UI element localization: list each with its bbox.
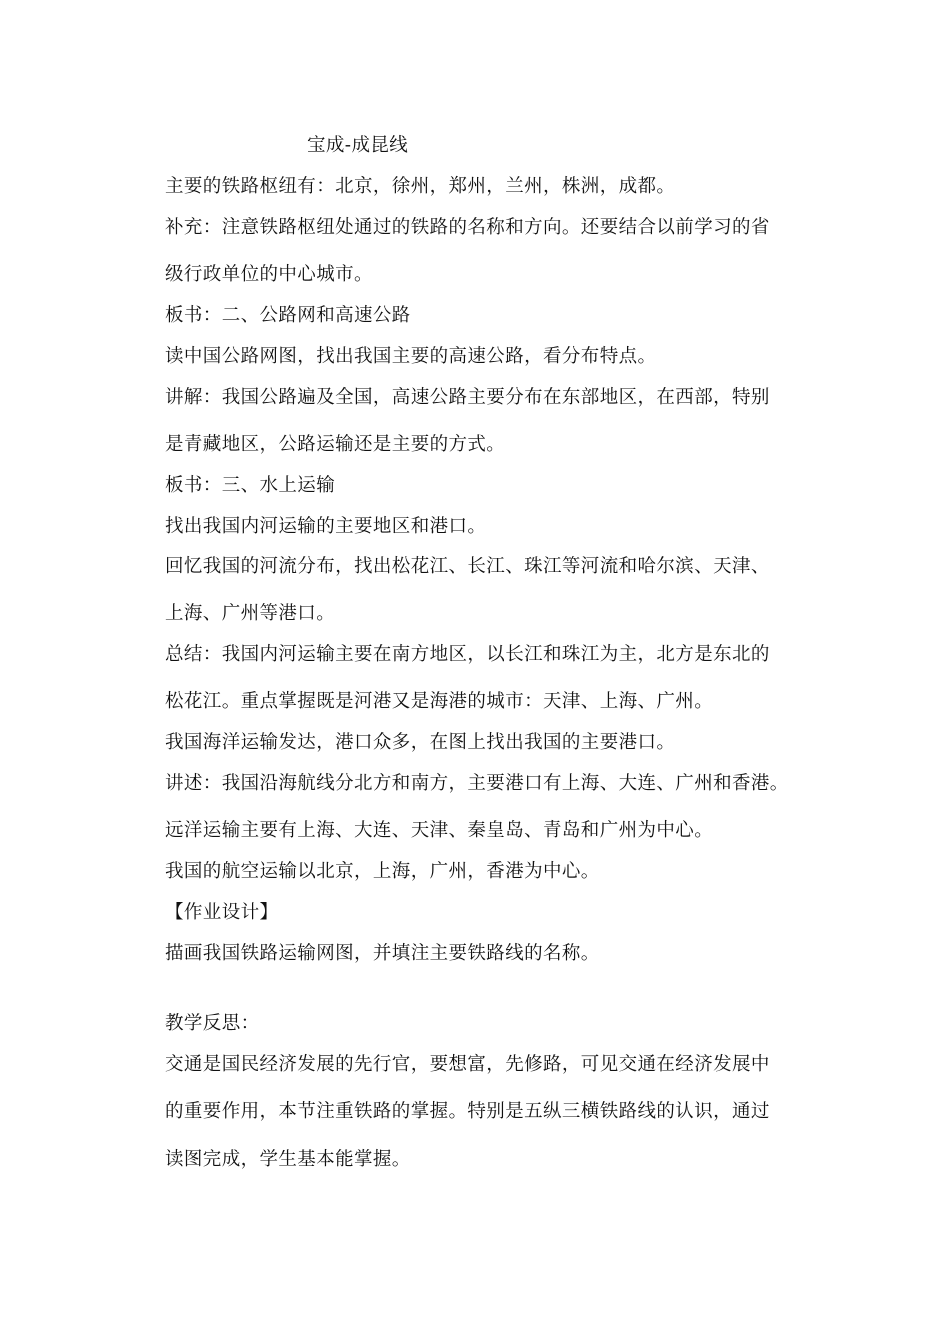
railway-line-heading: 宝成-成昆线	[307, 135, 409, 156]
text-line: 读中国公路网图，找出我国主要的高速公路，看分布特点。	[165, 346, 657, 367]
text-line: 描画我国铁路运输网图，并填注主要铁路线的名称。	[165, 943, 600, 964]
text-line: 找出我国内河运输的主要地区和港口。	[165, 516, 487, 537]
text-line: 是青藏地区，公路运输还是主要的方式。	[165, 434, 506, 455]
text-line: 我国海洋运输发达，港口众多，在图上找出我国的主要港口。	[165, 732, 676, 753]
section-heading: 板书：三、水上运输	[165, 475, 336, 496]
text-line: 的重要作用，本节注重铁路的掌握。特别是五纵三横铁路线的认识，通过	[165, 1101, 770, 1122]
text-line: 讲述：我国沿海航线分北方和南方，主要港口有上海、大连、广州和香港。	[165, 773, 789, 794]
text-line: 远洋运输主要有上海、大连、天津、秦皇岛、青岛和广州为中心。	[165, 820, 714, 841]
text-line: 松花江。重点掌握既是河港又是海港的城市：天津、上海、广州。	[165, 691, 714, 712]
text-line: 讲解：我国公路遍及全国，高速公路主要分布在东部地区，在西部，特别	[165, 387, 770, 408]
text-line: 上海、广州等港口。	[165, 603, 336, 624]
text-line: 我国的航空运输以北京，上海，广州，香港为中心。	[165, 861, 600, 882]
text-line: 交通是国民经济发展的先行官，要想富，先修路，可见交通在经济发展中	[165, 1054, 770, 1075]
section-heading: 板书：二、公路网和高速公路	[165, 305, 411, 326]
text-line: 补充：注意铁路枢纽处通过的铁路的名称和方向。还要结合以前学习的省	[165, 217, 770, 238]
text-line: 读图完成，学生基本能掌握。	[165, 1149, 411, 1170]
homework-heading: 【作业设计】	[165, 902, 279, 923]
text-line: 回忆我国的河流分布，找出松花江、长江、珠江等河流和哈尔滨、天津、	[165, 556, 770, 577]
text-line: 总结：我国内河运输主要在南方地区，以长江和珠江为主，北方是东北的	[165, 644, 770, 665]
reflection-heading: 教学反思：	[165, 1013, 260, 1034]
text-line: 级行政单位的中心城市。	[165, 264, 373, 285]
text-line: 主要的铁路枢纽有：北京，徐州，郑州，兰州，株洲，成都。	[165, 176, 676, 197]
